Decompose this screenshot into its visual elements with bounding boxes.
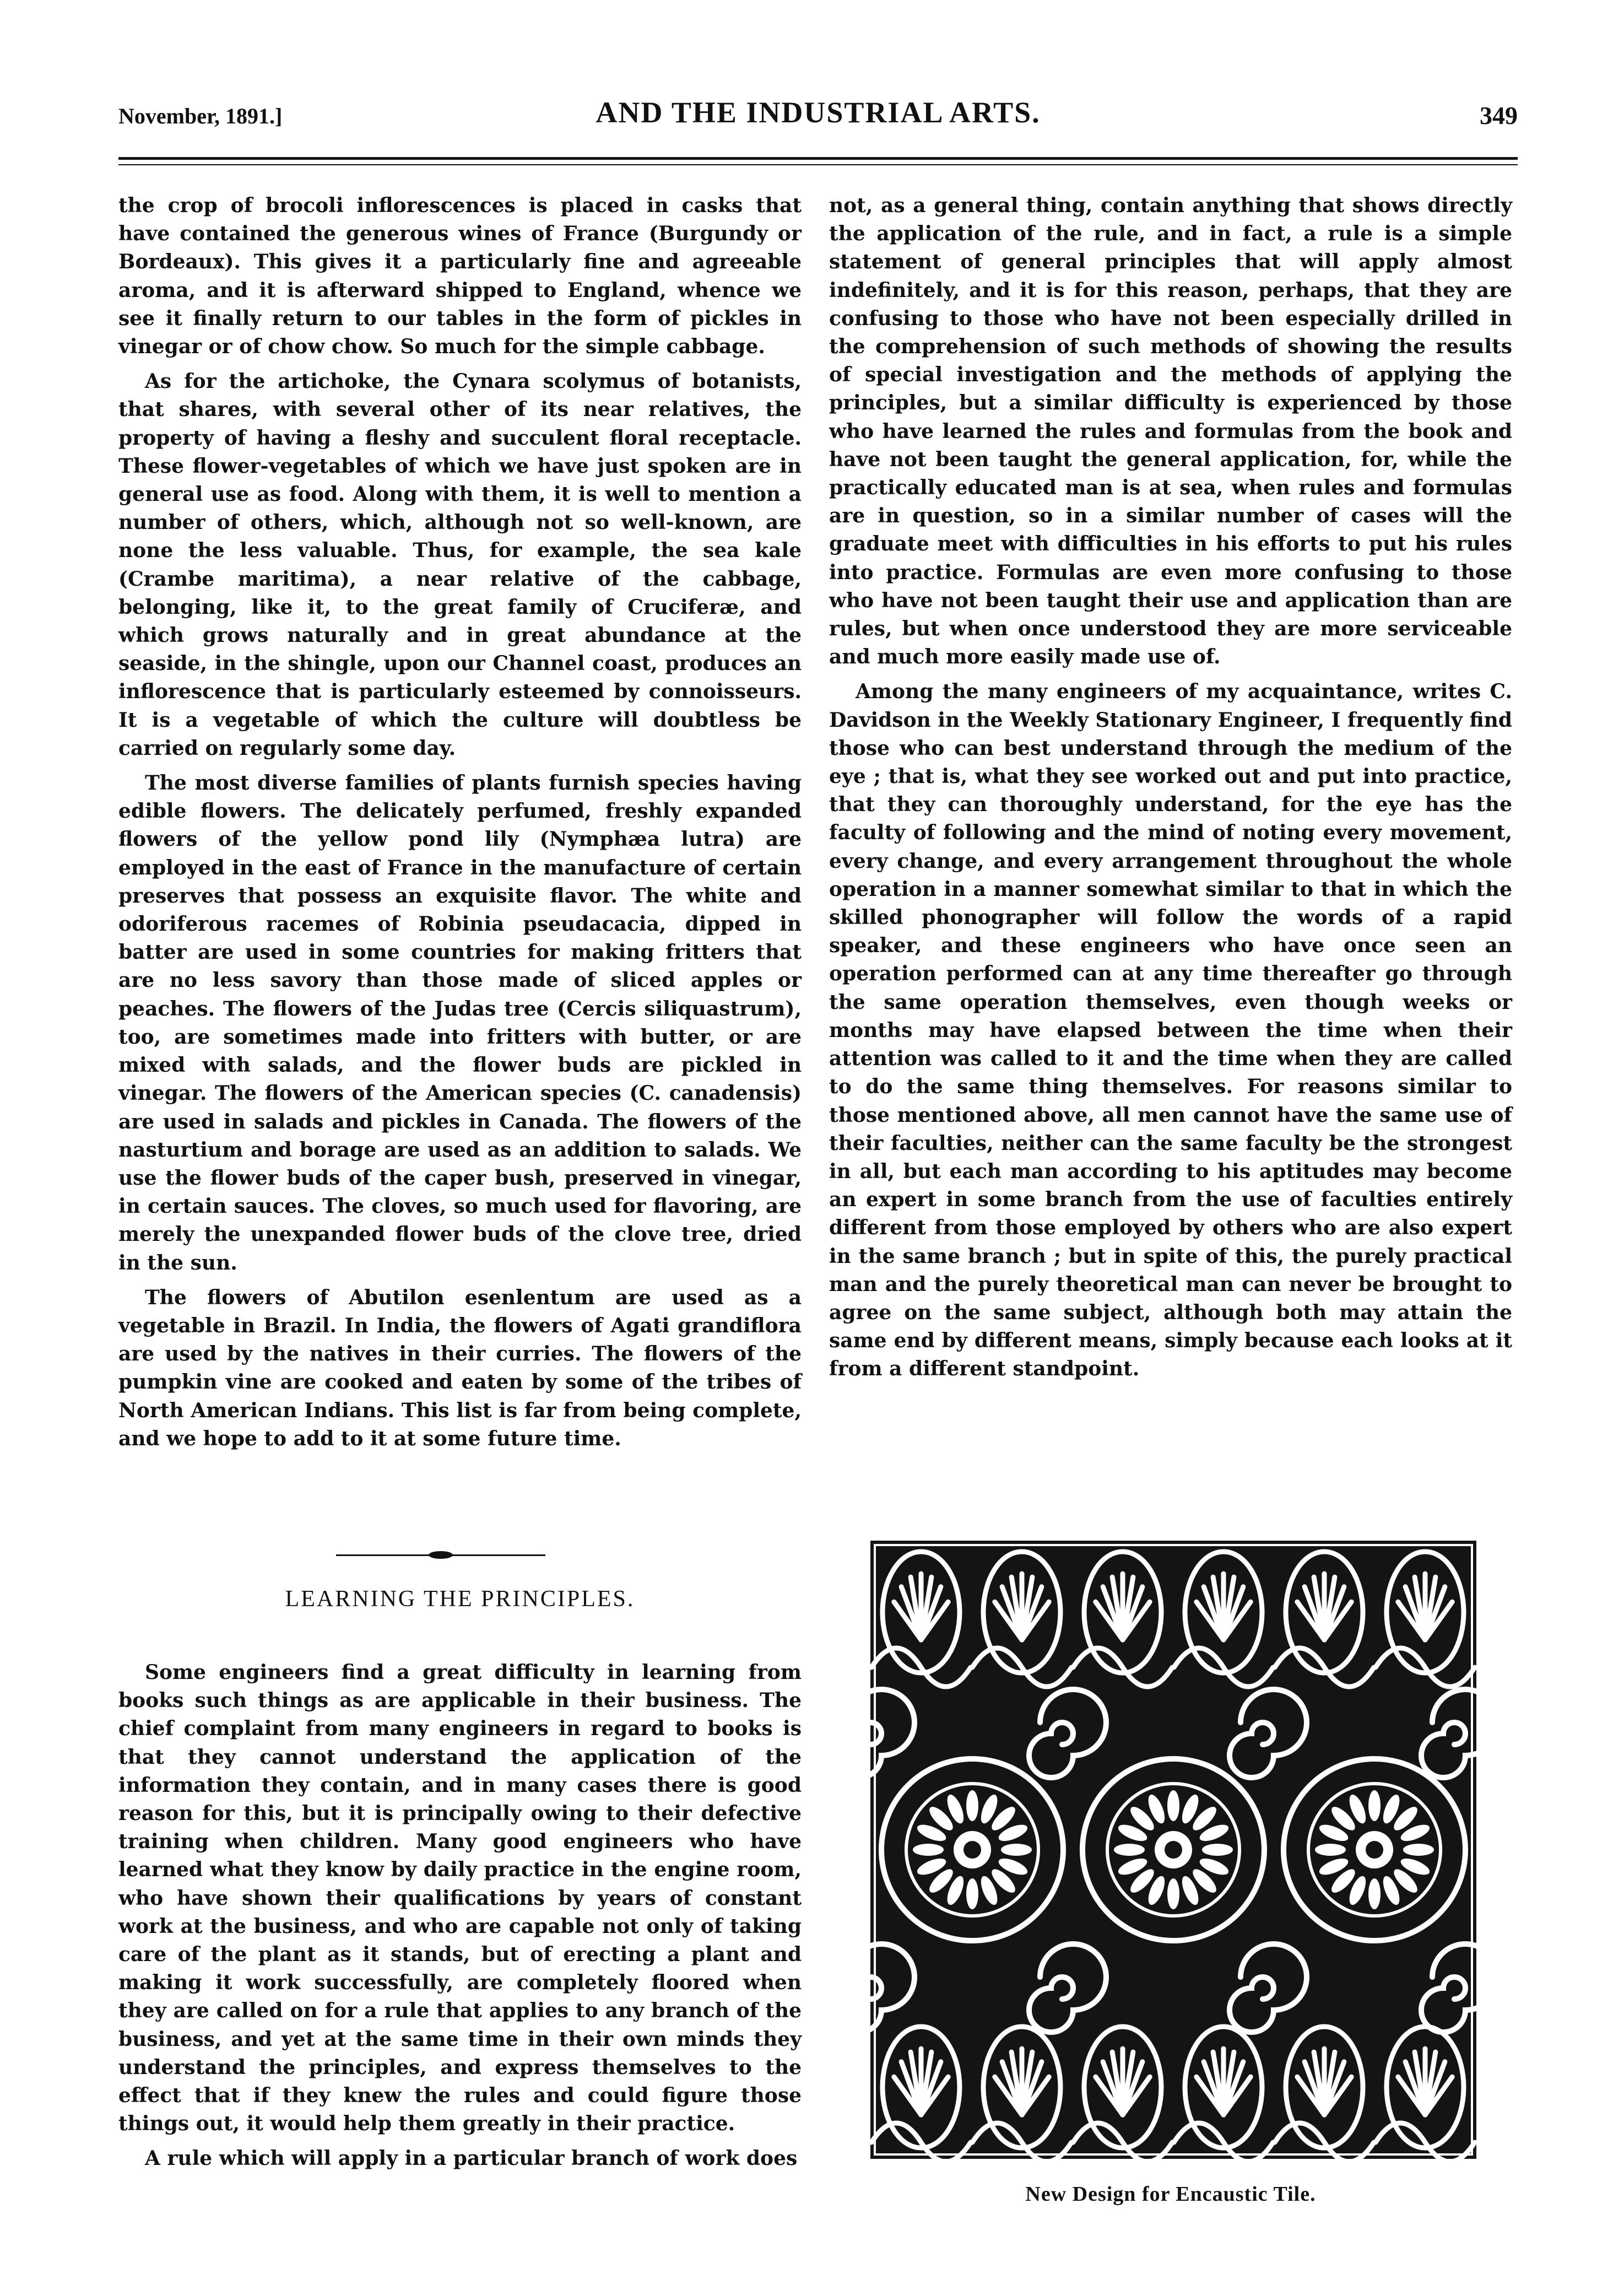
- tile-pattern-image: [870, 1541, 1476, 2159]
- divider-ornament: [424, 1550, 457, 1560]
- encaustic-tile-figure: [870, 1541, 1476, 2159]
- running-title: AND THE INDUSTRIAL ARTS.: [596, 96, 1041, 129]
- header-rule-thin: [118, 164, 1518, 165]
- figure-caption: New Design for Encaustic Tile.: [1025, 2183, 1316, 2206]
- page-header: [118, 91, 1518, 135]
- left-paragraph: the crop of brocoli inflorescences is placed in casks that have contained the generous wines of France (Burgundy or Bordeaux). This gives it a particularly fine and agreeable aroma, and it is afterward shipped to England, whence we see it finally return to our tables in the form of pickles in vinegar or of chow chow. So much for the simple cabbage.: [118, 194, 802, 359]
- page-number: 349: [1480, 101, 1518, 129]
- section-paragraph: Some engineers find a great difficulty in learning from books such things as are applicable in their business. The chief complaint from many engineers in regard to books is that they cannot understand the application of the information they contain, and in many cases there is good reason for this, but it is principally owing to their defective training when children. Many good engineers who have learned what they know by daily practice in the engine room, who have shown their qualifications by years of constant work at the business, and who are capable not only of taking care of the plant as it stands, but of erecting a plant and making it work successfully, are completely floored when they are called on for a rule that applies to any branch of the business, and yet at the same time in their own minds they understand the principles, and express themselves to the effect that if they knew the rules and could figure those things out, it would help them greatly in their practice.: [118, 1661, 802, 2136]
- left-paragraph: As for the artichoke, the Cynara scolymus of botanists, that shares, with several other of its near relatives, the property of having a fleshy and succulent floral receptacle. These flower-vegetables of which we have just spoken are in general use as food. Along with them, it is well to mention a number of others, which, although not so well-known, are none the less valuable. Thus, for example, the sea kale (Crambe maritima), a near relative of the cabbage, belonging, like it, to the great family of Cruciferæ, and which grows naturally and in great abundance at the seaside, in the shingle, upon our Channel coast, produces an inflorescence that is particularly esteemed by connoisseurs. It is a vegetable of which the culture will doubtless be carried on regularly some day.: [118, 370, 802, 760]
- header-rule-thick: [118, 157, 1518, 160]
- header-date: November, 1891.]: [118, 104, 283, 128]
- left-paragraph: The most diverse families of plants furnish species having edible flowers. The delicately perfumed, freshly expanded flowers of the yellow pond lily (Nymphæa lutra) are employed in the east of France in the manufacture of certain preserves that possess an exquisite flavor. The white and odoriferous racemes of Robinia pseudacacia, dipped in batter are used in some countries for making fritters that are no less savory than those made of sliced apples or peaches. The flowers of the Judas tree (Cercis siliquastrum), too, are sometimes made into fritters with butter, or are mixed with salads, and the flower buds are pickled in vinegar. The flowers of the American species (C. canadensis) are used in salads and pickles in Canada. The flowers of the nasturtium and borage are used as an addition to salads. We use the flower buds of the caper bush, preserved in vinegar, in certain sauces. The cloves, so much used for flavoring, are merely the unexpanded flower buds of the clove tree, dried in the sun.: [118, 771, 802, 1274]
- section-paragraph: A rule which will apply in a particular branch of work does: [145, 2147, 798, 2170]
- section-divider: [336, 1550, 545, 1560]
- section-body: [118, 1659, 802, 2173]
- left-paragraph: The flowers of Abutilon esenlentum are used as a vegetable in Brazil. In India, the flowers of Agati grandiflora are used by the natives in their curries. The flowers of the pumpkin vine are cooked and eaten by some of the tribes of North American Indians. This list is far from being complete, and we hope to add to it at some future time.: [118, 1286, 802, 1450]
- right-paragraph: not, as a general thing, contain anything that shows directly the application of the rule, and in fact, a rule is a simple statement of general principles that will apply almost indefinitely, and it is for this reason, perhaps, that they are confusing to those who have not been especially drilled in the comprehension of such methods of showing the results of special investigation and the methods of applying the principles, but a similar difficulty is experienced by those who have learned the rules and formulas from the book and have not been taught the general application, for, while the practically educated man is at sea, when rules and formulas are in question, so in a similar number of cases will the graduate meet with difficulties in his efforts to put his rules into practice. Formulas are even more confusing to those who have not been taught their use and application than are rules, but when once understood they are more serviceable and much more easily made use of.: [829, 194, 1512, 669]
- left-column: [118, 192, 802, 1453]
- section-title: LEARNING THE PRINCIPLES.: [285, 1586, 635, 1612]
- right-paragraph: Among the many engineers of my acquaintance, writes C. Davidson in the Weekly Stationary Engineer, I frequently find those who can best understand through the medium of the eye ; that is, what they see worked out and put into practice, that they can thoroughly understand, for the eye has the faculty of following and the mind of noting every movement, every change, and every arrangement throughout the whole operation in a manner somewhat similar to that in which the skilled phonographer will follow the words of a rapid speaker, and these engineers who have once seen an operation performed can at any time thereafter go through the same operation themselves, even though weeks or months may have elapsed between the time when their attention was called to it and the time when they are called to do the same thing themselves. For reasons similar to those mentioned above, all men cannot have the same use of their faculties, neither can the same faculty be the strongest in all, but each man according to his aptitudes may become an expert in some branch from the use of faculties entirely different from those employed by others who are also expert in the same branch ; but in spite of this, the purely practical man and the purely theoretical man can never be brought to agree on the same subject, although both may attain the same end by different means, simply because each looks at it from a different standpoint.: [829, 680, 1512, 1381]
- right-column: [829, 192, 1512, 1384]
